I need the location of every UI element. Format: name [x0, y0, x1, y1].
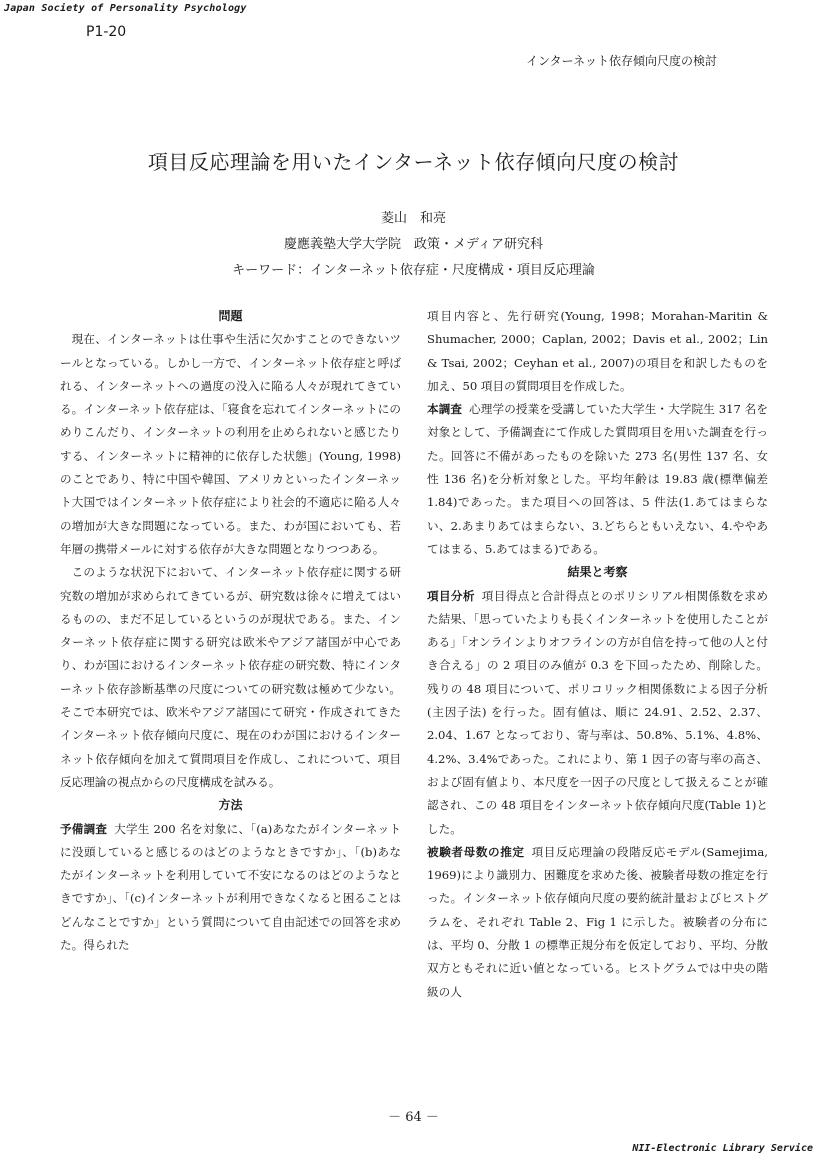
runin-heading: 予備調査: [60, 821, 108, 836]
author-name: 菱山 和亮: [380, 211, 446, 226]
paragraph: [427, 585, 768, 841]
presentation-code: P1-20: [86, 24, 127, 40]
running-title: インターネット依存傾向尺度の検討: [526, 54, 717, 68]
left-column: [60, 305, 401, 957]
paragraph: このような状況下において、インターネット依存症に関する研究数の増加が求められてきているが、研究数は徐々に増えてはいるものの、まだ不足しているというのが現状である。また、インターネット依存症に関する研究は欧米やアジア諸国が中心であり、わが国におけるインターネット依存症の研究数、特にインターネット依存診断基準の尺度についての研究数は極めて少ない。そこで本研究では、欧米やアジア諸国にて研究・作成されてきたインターネット依存傾向尺度に、現在のわが国におけるインターネット依存傾向を加えて質問項目を作成し、これについて、項目反応理論の視点からの尺度構成を試みる。: [60, 565, 401, 789]
paragraph-text: 心理学の授業を受講していた大学生・大学院生 317 名を対象として、予備調査にて作成した質問項目を用いた調査を行った。回答に不備があったものを除いた 273 名(男性 137 名、女性 136 名)を分析対象とした。平均年齢は 19.83 歳(標準偏差 1.84)であった。また項目への回答は、5 件法(1.あてはまらない、2.あまりあてはまらない、3.どちらともいえない、4.ややあてはまる、5.あてはまる)である。: [427, 402, 768, 556]
paragraph: [427, 841, 768, 1004]
paragraph-text: 項目得点と合計得点とのポリシリアル相関係数を求めた結果、「思っていたよりも長くインターネットを使用したことがある」「オンラインよりオフラインの方が自信を持って他の人と付き合える」の 2 項目のみ値が 0.3 を下回ったため、削除した。残りの 48 項目について、ポリコリック相関係数による因子分析(主因子法) を行った。固有値は、順に 24.91、2.52、2.37、2.04、1.67 となっており、寄与率は、50.8%、5.1%、4.8%、4.2%、3.4%であった。これにより、第 1 因子の寄与率の高さ、および固有値より、本尺度を一因子の尺度として扱えることが確認され、この 48 項目をインターネット依存傾向尺度(Table 1)とした。: [427, 588, 768, 836]
paragraph: 現在、インターネットは仕事や生活に欠かすことのできないツールとなっている。しかし一方で、インターネット依存症と呼ばれる、インターネットへの過度の没入に陥る人々が現れてきている。インターネット依存症は、「寝食を忘れてインターネットにのめりこんだり、インターネットの利用を止められないと感じたりする、インターネットに精神的に依存した状態」(Young, 1998)のことであり、特に中国や韓国、アメリカといったインターネット大国ではインターネット依存症により社会的不適応に陥る人々の増加が大きな問題になっている。また、わが国においても、若年層の携帯メールに対する依存が大きな問題となりつつある。: [60, 332, 401, 556]
society-header: Japan Society of Personality Psychology: [4, 3, 247, 14]
runin-heading: 項目分析: [427, 588, 475, 603]
paragraph-text: 項目反応理論の段階反応モデル(Samejima, 1969)により識別力、困難度を求めた後、被験者母数の推定を行った。インターネット依存傾向尺度の要約統計量およびヒストグラムを、それぞれ Table 2、Fig 1 に示した。被験者の分布には、平均 0、分散 1 の標準正規分布を仮定しており、平均、分散双方ともそれに近い値となっている。ヒストグラムでは中央の階級の人: [427, 844, 768, 999]
paper-title: 項目反応理論を用いたインターネット依存傾向尺度の検討: [147, 150, 680, 174]
paragraph: [60, 818, 401, 958]
keywords: キーワード：インターネット依存症・尺度構成・項目反応理論: [232, 263, 595, 278]
service-footer: NII-Electronic Library Service: [632, 1143, 813, 1154]
runin-heading: 本調査: [427, 402, 463, 417]
page-number: － 64 －: [388, 1110, 439, 1125]
paragraph-text: 大学生 200 名を対象に、「(a)あなたがインターネットに没頭していると感じるのはどのようなときですか」、「(b)あなたがインターネットを利用していて不安になるのはどのようなときですか」、「(c)インターネットが利用できなくなると困ることはどんなことですか」という質問について自由記述での回答を求めた。得られた: [60, 821, 401, 953]
heading-problem: 問題: [218, 309, 243, 323]
paragraph: [427, 398, 768, 561]
runin-heading: 被験者母数の推定: [427, 844, 525, 859]
heading-results: 結果と考察: [567, 565, 628, 580]
right-column: [427, 305, 768, 1004]
paragraph: 項目内容と、先行研究(Young, 1998；Morahan-Maritin & Shumacher, 2000；Caplan, 2002；Davis et al., 2002；Lin & Tsai, 2002；Ceyhan et al., 2007)の項目を和訳したものを加え、50 項目の質問項目を作成した。: [427, 309, 768, 393]
heading-method: 方法: [218, 798, 243, 813]
affiliation: 慶應義塾大学大学院 政策・メディア研究科: [284, 237, 543, 252]
